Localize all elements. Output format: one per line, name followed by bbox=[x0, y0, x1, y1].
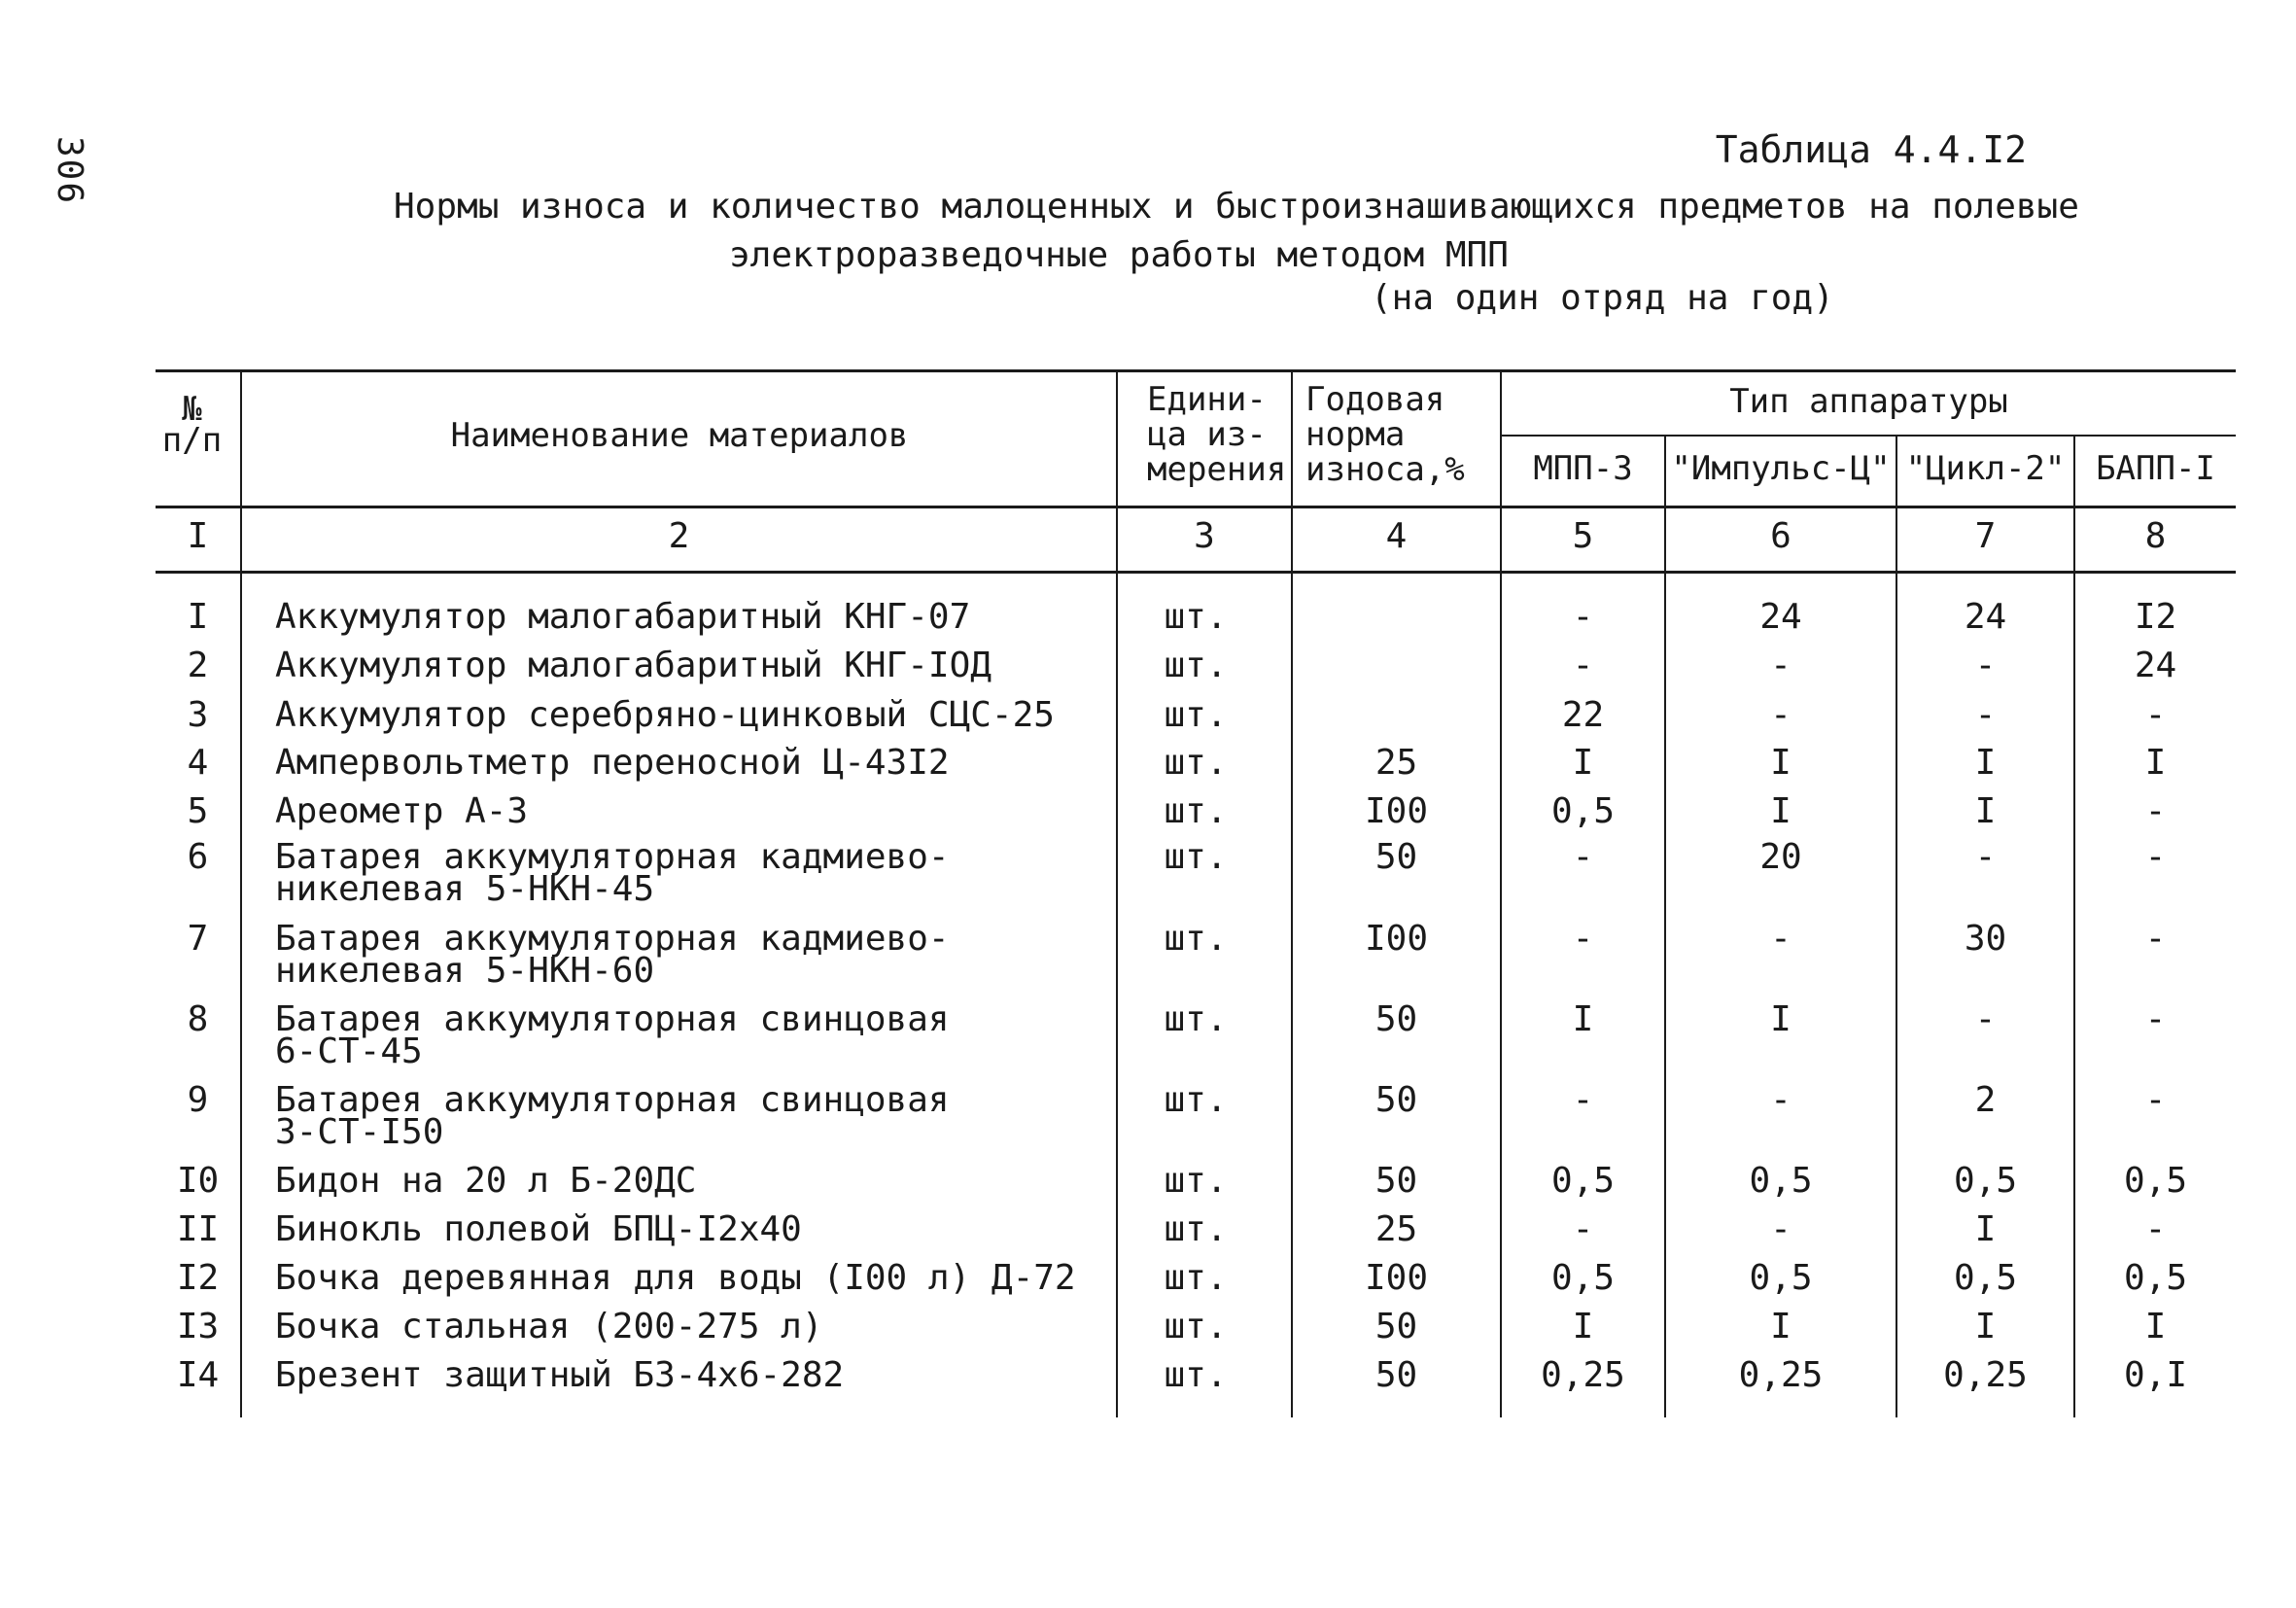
cell-tsikl: I bbox=[1974, 1307, 1997, 1346]
cell-tsikl: - bbox=[1974, 837, 1997, 877]
cell-name: Батарея аккумуляторная кадмиево- bbox=[275, 919, 950, 959]
cell-name: Батарея аккумуляторная свинцовая bbox=[275, 1080, 950, 1120]
cell-unit: шт. bbox=[1164, 1161, 1228, 1201]
cell-tsikl: - bbox=[1974, 695, 1997, 735]
header-mpp3: МПП-3 bbox=[1533, 449, 1633, 488]
title-line-2: электроразведочные работы методом МПП bbox=[729, 235, 1509, 275]
cell-impuls: I bbox=[1770, 1307, 1792, 1346]
cell-impuls: - bbox=[1770, 646, 1792, 685]
cell-mpp3: 0,25 bbox=[1541, 1355, 1625, 1395]
col-number-7: 7 bbox=[1974, 516, 1997, 556]
cell-bapp: - bbox=[2144, 837, 2167, 877]
cell-n: 5 bbox=[187, 791, 209, 831]
cell-tsikl: I bbox=[1974, 1209, 1997, 1249]
cell-bapp: - bbox=[2144, 1080, 2167, 1120]
header-unit: Едини- ца из- мерения bbox=[1147, 380, 1287, 489]
cell-name: Ампервольтметр переносной Ц-43I2 bbox=[275, 743, 950, 783]
table-id: Таблица 4.4.I2 bbox=[1715, 128, 2027, 171]
column-numbers-rule bbox=[156, 571, 2236, 574]
cell-bapp: - bbox=[2144, 791, 2167, 831]
cell-norm: 50 bbox=[1374, 837, 1418, 877]
cell-norm: I00 bbox=[1364, 919, 1429, 959]
cell-impuls: I bbox=[1770, 999, 1792, 1039]
cell-impuls: I bbox=[1770, 743, 1792, 783]
cell-mpp3: - bbox=[1572, 837, 1594, 877]
cell-unit: шт. bbox=[1164, 743, 1228, 783]
cell-n: 4 bbox=[187, 743, 209, 783]
cell-name: Ареометр А-3 bbox=[275, 791, 529, 831]
cell-n: 8 bbox=[187, 999, 209, 1039]
cell-unit: шт. bbox=[1164, 999, 1228, 1039]
cell-unit: шт. bbox=[1164, 1355, 1228, 1395]
table-subtitle: (на один отряд на год) bbox=[1371, 278, 1834, 318]
cell-name: Брезент защитный БЗ-4x6-282 bbox=[275, 1355, 845, 1395]
cell-name: Аккумулятор малогабаритный КНГ-IОД bbox=[275, 646, 991, 685]
cell-mpp3: 22 bbox=[1561, 695, 1605, 735]
cell-name: Батарея аккумуляторная кадмиево- bbox=[275, 837, 950, 877]
cell-mpp3: 0,5 bbox=[1550, 1258, 1616, 1298]
cell-impuls: I bbox=[1770, 791, 1792, 831]
cell-norm: 50 bbox=[1374, 1307, 1418, 1346]
col-number-3: 3 bbox=[1194, 516, 1215, 556]
cell-unit: шт. bbox=[1164, 919, 1228, 959]
cell-mpp3: 0,5 bbox=[1550, 1161, 1616, 1201]
cell-unit: шт. bbox=[1164, 1307, 1228, 1346]
header-bottom-rule bbox=[156, 506, 2236, 508]
header-equipment: Тип аппаратуры bbox=[1729, 382, 2008, 421]
cell-unit: шт. bbox=[1164, 837, 1228, 877]
cell-name: Бинокль полевой БПЦ-I2x40 bbox=[275, 1209, 802, 1249]
cell-norm: 50 bbox=[1374, 1080, 1418, 1120]
header-norm: Годовая норма износа,% bbox=[1305, 380, 1465, 489]
cell-n: 7 bbox=[187, 919, 209, 959]
cell-tsikl: - bbox=[1974, 999, 1997, 1039]
col-number-2: 2 bbox=[668, 516, 690, 556]
cell-bapp: - bbox=[2144, 1209, 2167, 1249]
cell-mpp3: - bbox=[1572, 646, 1594, 685]
cell-name: Батарея аккумуляторная свинцовая bbox=[275, 999, 950, 1039]
cell-bapp: - bbox=[2144, 695, 2167, 735]
cell-tsikl: I bbox=[1974, 791, 1997, 831]
cell-bapp: - bbox=[2144, 999, 2167, 1039]
cell-n: 9 bbox=[187, 1080, 209, 1120]
cell-mpp3: I bbox=[1572, 1307, 1594, 1346]
cell-mpp3: I bbox=[1572, 743, 1594, 783]
cell-name: Бочка стальная (200-275 л) bbox=[275, 1307, 823, 1346]
cell-bapp: - bbox=[2144, 919, 2167, 959]
cell-impuls: - bbox=[1770, 695, 1792, 735]
page-number: 306 bbox=[50, 136, 89, 206]
cell-mpp3: 0,5 bbox=[1550, 791, 1616, 831]
cell-tsikl: 0,25 bbox=[1943, 1355, 2028, 1395]
cell-norm: I00 bbox=[1364, 791, 1429, 831]
col-number-8: 8 bbox=[2144, 516, 2167, 556]
cell-n: II bbox=[176, 1209, 220, 1249]
cell-norm: 50 bbox=[1374, 1355, 1418, 1395]
header-tsikl: "Цикл-2" bbox=[1905, 449, 2066, 488]
cell-norm: 50 bbox=[1374, 999, 1418, 1039]
cell-bapp: I2 bbox=[2134, 597, 2177, 637]
header-num: № п/п bbox=[161, 390, 223, 460]
cell-impuls: 20 bbox=[1759, 837, 1802, 877]
col-number-5: 5 bbox=[1572, 516, 1594, 556]
cell-tsikl: 0,5 bbox=[1953, 1258, 2018, 1298]
header-bapp: БАПП-I bbox=[2096, 449, 2215, 488]
cell-bapp: 0,5 bbox=[2123, 1161, 2188, 1201]
cell-mpp3: I bbox=[1572, 999, 1594, 1039]
cell-name-continued: никелевая 5-НКН-60 bbox=[275, 951, 655, 991]
cell-bapp: I bbox=[2144, 1307, 2167, 1346]
cell-mpp3: - bbox=[1572, 597, 1594, 637]
title-line-1: Нормы износа и количество малоценных и быстроизнашивающихся предметов на полевые bbox=[394, 187, 2079, 227]
equipment-header-rule bbox=[1502, 435, 2236, 437]
cell-tsikl: 0,5 bbox=[1953, 1161, 2018, 1201]
cell-mpp3: - bbox=[1572, 1080, 1594, 1120]
cell-unit: шт. bbox=[1164, 597, 1228, 637]
cell-tsikl: 2 bbox=[1974, 1080, 1997, 1120]
cell-norm: 25 bbox=[1374, 743, 1418, 783]
cell-norm: I00 bbox=[1364, 1258, 1429, 1298]
cell-name: Бидон на 20 л Б-20ДС bbox=[275, 1161, 697, 1201]
cell-unit: шт. bbox=[1164, 791, 1228, 831]
cell-mpp3: - bbox=[1572, 1209, 1594, 1249]
cell-name-continued: 3-СТ-I50 bbox=[275, 1112, 444, 1152]
cell-unit: шт. bbox=[1164, 646, 1228, 685]
cell-n: I0 bbox=[176, 1161, 220, 1201]
table-title bbox=[394, 183, 2079, 280]
cell-impuls: - bbox=[1770, 1080, 1792, 1120]
cell-bapp: 0,I bbox=[2123, 1355, 2188, 1395]
cell-name-continued: 6-СТ-45 bbox=[275, 1031, 423, 1071]
cell-n: I bbox=[187, 597, 209, 637]
cell-n: I4 bbox=[176, 1355, 220, 1395]
cell-n: 6 bbox=[187, 837, 209, 877]
cell-n: 2 bbox=[187, 646, 209, 685]
cell-impuls: 24 bbox=[1759, 597, 1802, 637]
cell-norm: 25 bbox=[1374, 1209, 1418, 1249]
cell-bapp: 24 bbox=[2134, 646, 2177, 685]
cell-impuls: 0,25 bbox=[1738, 1355, 1824, 1395]
cell-norm: 50 bbox=[1374, 1161, 1418, 1201]
cell-mpp3: - bbox=[1572, 919, 1594, 959]
cell-unit: шт. bbox=[1164, 1080, 1228, 1120]
col-number-1: I bbox=[187, 516, 209, 556]
cell-impuls: 0,5 bbox=[1749, 1258, 1813, 1298]
cell-unit: шт. bbox=[1164, 1209, 1228, 1249]
cell-tsikl: 30 bbox=[1964, 919, 2007, 959]
cell-n: I3 bbox=[176, 1307, 220, 1346]
cell-name: Аккумулятор серебряно-цинковый СЦС-25 bbox=[275, 695, 1055, 735]
cell-impuls: 0,5 bbox=[1749, 1161, 1813, 1201]
cell-unit: шт. bbox=[1164, 695, 1228, 735]
cell-tsikl: - bbox=[1974, 646, 1997, 685]
cell-bapp: 0,5 bbox=[2123, 1258, 2188, 1298]
col-number-6: 6 bbox=[1770, 516, 1792, 556]
cell-tsikl: 24 bbox=[1964, 597, 2007, 637]
cell-bapp: I bbox=[2144, 743, 2167, 783]
cell-impuls: - bbox=[1770, 1209, 1792, 1249]
cell-name: Аккумулятор малогабаритный КНГ-07 bbox=[275, 597, 971, 637]
cell-n: 3 bbox=[187, 695, 209, 735]
col-number-4: 4 bbox=[1385, 516, 1408, 556]
cell-unit: шт. bbox=[1164, 1258, 1228, 1298]
header-name: Наименование материалов bbox=[450, 416, 909, 455]
cell-name: Бочка деревянная для воды (I00 л) Д-72 bbox=[275, 1258, 1076, 1298]
table-top-rule bbox=[156, 369, 2236, 372]
cell-name-continued: никелевая 5-НКН-45 bbox=[275, 869, 655, 909]
cell-impuls: - bbox=[1770, 919, 1792, 959]
header-impuls: "Импульс-Ц" bbox=[1671, 449, 1891, 488]
cell-tsikl: I bbox=[1974, 743, 1997, 783]
cell-n: I2 bbox=[176, 1258, 220, 1298]
